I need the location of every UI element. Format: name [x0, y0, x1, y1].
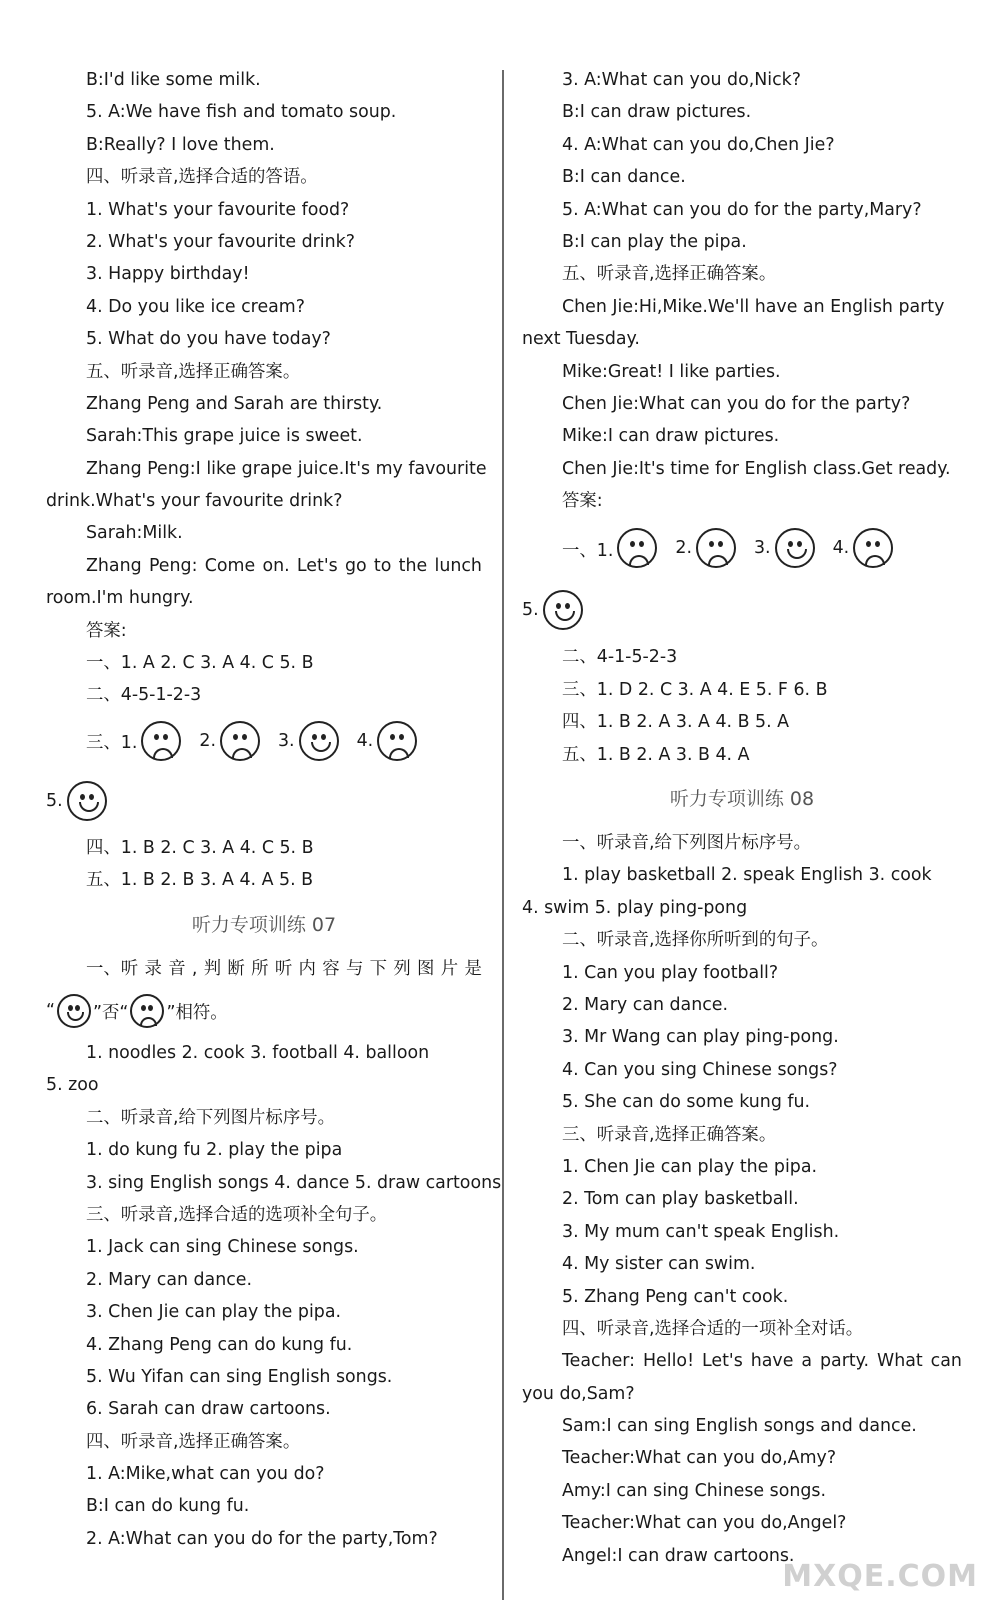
word: have [750, 1351, 794, 1372]
text-line: Chen Jie:Hi,Mike.We'll have an English party [562, 296, 945, 317]
char: , [191, 958, 198, 979]
char: 是 [464, 958, 482, 979]
text-line: B:Really? I love them. [86, 134, 275, 155]
text-line: Sarah:This grape juice is sweet. [86, 426, 363, 447]
text-line: 3. My mum can't speak English. [562, 1221, 840, 1242]
text-line: B:I can play the pipa. [562, 231, 747, 252]
section-heading: 二、听录音,给下列图片标序号。 [86, 1107, 335, 1128]
face-answers [522, 517, 962, 579]
watermark: MXQE.COM [782, 1559, 978, 1594]
text-line: Teacher:What can you do,Angel? [562, 1513, 847, 1534]
word: party. [820, 1351, 870, 1372]
section-title: 听力专项训练 08 [669, 788, 815, 811]
text-line: B:I can do kung fu. [86, 1496, 250, 1517]
answer-label: 2. [199, 730, 216, 751]
text-line: 5. Wu Yifan can sing English songs. [86, 1366, 393, 1387]
answer-label: 三、1. [86, 733, 138, 754]
justified-line [46, 550, 482, 582]
happy-face-icon [543, 590, 583, 630]
text-line: 5. She can do some kung fu. [562, 1092, 811, 1113]
face-answer-5 [46, 770, 482, 832]
face-answers [46, 712, 482, 770]
face-answer-5 [522, 579, 962, 641]
justified-line [522, 1345, 962, 1377]
word: the [398, 555, 428, 576]
text-line: 1. Chen Jie can play the pipa. [562, 1156, 818, 1177]
answer-label: 4. [832, 538, 850, 559]
text-line: 5. zoo [46, 1075, 99, 1096]
section-heading: 三、听录音,选择合适的选项补全句子。 [86, 1204, 388, 1225]
text-line: Chen Jie:What can you do for the party? [562, 393, 911, 414]
section-heading: 二、听录音,选择你所听到的句子。 [562, 930, 829, 951]
text-line: 1. Can you play football? [562, 962, 779, 983]
word: Zhang [86, 555, 142, 576]
sad-face-icon [696, 528, 736, 568]
word: can [930, 1351, 962, 1372]
section-heading: 四、听录音,选择正确答案。 [86, 1431, 301, 1452]
answer-line: 二、4-5-1-2-3 [86, 685, 202, 706]
text-line: 1. play basketball 2. speak English 3. cook [562, 865, 932, 886]
text-line: Teacher:What can you do,Amy? [562, 1448, 837, 1469]
text-line: 6. Sarah can draw cartoons. [86, 1399, 331, 1420]
text-line: Zhang Peng and Sarah are thirsty. [86, 393, 383, 414]
text-line: Zhang Peng:I like grape juice.It's my favourite [86, 458, 487, 479]
happy-face-icon [775, 528, 815, 568]
text-line: 5. A:What can you do for the party,Mary? [562, 199, 922, 220]
text-line: Amy:I can sing Chinese songs. [562, 1480, 826, 1501]
answer-line: 三、1. D 2. C 3. A 4. E 5. F 6. B [562, 679, 828, 700]
char: 判 [203, 958, 222, 979]
answer-heading: 答案: [86, 620, 127, 641]
right-column [522, 64, 962, 1572]
sad-face-icon [377, 721, 417, 761]
sad-face-icon [141, 721, 181, 761]
left-column [46, 64, 502, 1555]
word: Teacher: [562, 1351, 636, 1372]
text-line: 2. What's your favourite drink? [86, 231, 355, 252]
word: Peng: [148, 555, 198, 576]
section-heading: 一、听录音,给下列图片标序号。 [562, 833, 811, 854]
text-line: 4. My sister can swim. [562, 1254, 756, 1275]
word: Let's [296, 555, 338, 576]
text-line: 2. Tom can play basketball. [562, 1189, 799, 1210]
answer-line: 五、1. B 2. A 3. B 4. A [562, 744, 750, 765]
word: on. [262, 555, 290, 576]
text-line: Mike:Great! I like parties. [562, 361, 781, 382]
char: 容 [322, 958, 340, 979]
text-line: 4. Do you like ice cream? [86, 296, 305, 317]
text-line: Mike:I can draw pictures. [562, 426, 780, 447]
text-line: 3. sing English songs 4. dance 5. draw cartoons [86, 1172, 502, 1193]
happy-face-icon [57, 994, 91, 1028]
text-line: 4. Can you sing Chinese songs? [562, 1059, 838, 1080]
text-line: Sarah:Milk. [86, 523, 183, 544]
text-line: 5. Zhang Peng can't cook. [562, 1286, 789, 1307]
word: What [877, 1351, 923, 1372]
text-line: 3. Chen Jie can play the pipa. [86, 1302, 342, 1323]
text-line: 3. A:What can you do,Nick? [562, 70, 801, 90]
text-line: 1. What's your favourite food? [86, 199, 350, 220]
char: 录 [144, 958, 162, 979]
char: 内 [298, 958, 316, 979]
text-line: 4. Zhang Peng can do kung fu. [86, 1334, 353, 1355]
text-line: B:I can dance. [562, 167, 686, 188]
char: 断 [227, 958, 245, 979]
char: 图 [417, 958, 435, 979]
answer-label: 3. [277, 730, 295, 751]
char: 听 [274, 958, 293, 979]
text-line: 2. Mary can dance. [86, 1269, 253, 1290]
section-heading: 四、听录音,选择合适的答语。 [86, 167, 318, 188]
answer-line: 二、4-1-5-2-3 [562, 647, 678, 668]
answer-label: 5. [522, 600, 539, 621]
char: 列 [393, 958, 411, 979]
answer-label: 5. [46, 790, 63, 811]
face-instruction [46, 985, 482, 1037]
word: Come [204, 555, 256, 576]
instruction-text: ”否“ [93, 1003, 129, 1024]
word: a [801, 1351, 813, 1372]
word: Let's [702, 1351, 743, 1372]
answer-line: 四、1. B 2. A 3. A 4. B 5. A [562, 712, 790, 733]
section-heading: 四、听录音,选择合适的一项补全对话。 [562, 1318, 864, 1339]
sad-face-icon [130, 994, 164, 1028]
answer-heading: 答案: [562, 491, 603, 512]
char: 一、听 [86, 958, 139, 979]
sad-face-icon [617, 528, 657, 568]
text-line: 1. Jack can sing Chinese songs. [86, 1237, 359, 1258]
char: 与 [345, 958, 364, 979]
section-title: 听力专项训练 07 [191, 913, 337, 936]
text-line: room.I'm hungry. [46, 588, 194, 609]
text-line: 3. Happy birthday! [86, 264, 250, 285]
happy-face-icon [67, 781, 107, 821]
text-line: 2. A:What can you do for the party,Tom? [86, 1528, 438, 1549]
answer-line: 一、1. A 2. C 3. A 4. C 5. B [86, 653, 314, 674]
char: 音 [168, 958, 186, 979]
answer-label: 3. [753, 538, 771, 559]
answer-line: 五、1. B 2. B 3. A 4. A 5. B [86, 870, 314, 891]
text-line: B:I'd like some milk. [86, 70, 261, 90]
text-line: 4. A:What can you do,Chen Jie? [562, 134, 835, 155]
answer-label: 2. [675, 538, 692, 559]
word: Hello! [642, 1351, 695, 1372]
section-heading: 五、听录音,选择正确答案。 [86, 361, 301, 382]
text-line: B:I can draw pictures. [562, 102, 752, 123]
sad-face-icon [853, 528, 893, 568]
column-divider [502, 70, 504, 1600]
sad-face-icon [220, 721, 260, 761]
quote-mark: “ [46, 1000, 56, 1021]
text-line: next Tuesday. [522, 329, 640, 350]
answer-label: 一、1. [562, 540, 614, 561]
text-line: 1. do kung fu 2. play the pipa [86, 1140, 343, 1161]
text-line: 5. What do you have today? [86, 329, 331, 350]
text-line: drink.What's your favourite drink? [46, 491, 343, 512]
text-line: you do,Sam? [522, 1383, 635, 1404]
text-line: 1. noodles 2. cook 3. football 4. balloon [86, 1042, 430, 1063]
word: go [344, 555, 367, 576]
text-line: 3. Mr Wang can play ping-pong. [562, 1027, 839, 1048]
happy-face-icon [299, 721, 339, 761]
instruction-text: ”相符。 [166, 1003, 228, 1024]
section-heading: 五、听录音,选择正确答案。 [562, 264, 777, 285]
text-line: 2. Mary can dance. [562, 994, 729, 1015]
char: 下 [369, 958, 388, 979]
word: to [373, 555, 392, 576]
section-heading: 三、听录音,选择正确答案。 [562, 1124, 777, 1145]
char: 片 [440, 958, 459, 979]
char: 所 [251, 958, 269, 979]
text-line: Sam:I can sing English songs and dance. [562, 1416, 917, 1437]
text-line: 1. A:Mike,what can you do? [86, 1464, 325, 1485]
text-line: 5. A:We have fish and tomato soup. [86, 102, 397, 123]
justified-line [46, 953, 482, 985]
text-line: Angel:I can draw cartoons. [562, 1545, 795, 1566]
answer-line: 四、1. B 2. C 3. A 4. C 5. B [86, 837, 314, 858]
text-line: 4. swim 5. play ping-pong [522, 897, 748, 918]
answer-label: 4. [356, 730, 374, 751]
text-line: Chen Jie:It's time for English class.Get ready. [562, 458, 951, 479]
word: lunch [434, 555, 482, 576]
